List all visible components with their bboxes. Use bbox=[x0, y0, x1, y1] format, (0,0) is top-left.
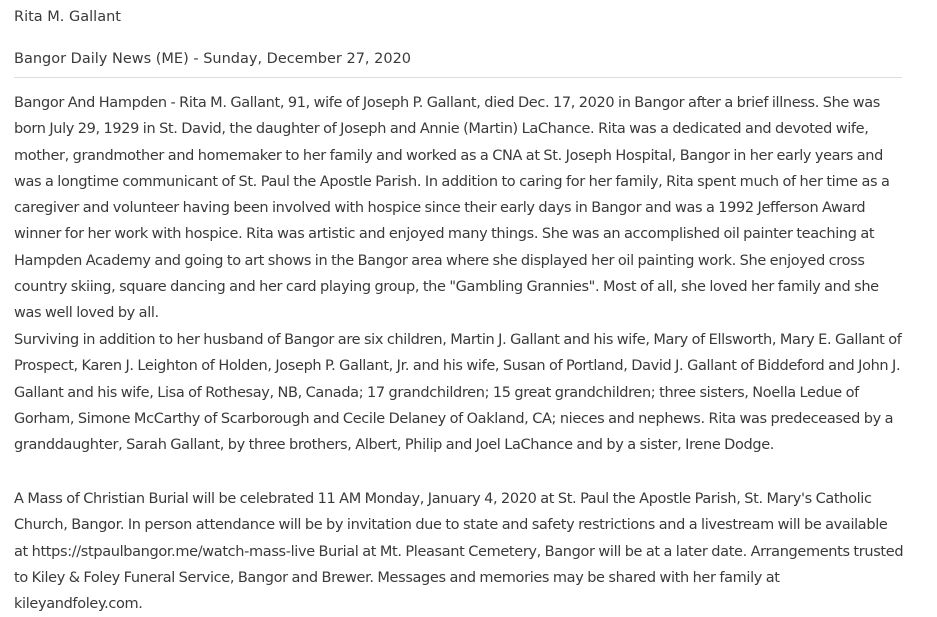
obituary-paragraph-2: Surviving in addition to her husband of Bangor are six children, Martin J. Gallant and his wife, Mary of Ellsworth, Mary E. Gallant of Prospect, Karen J. Leighton of Holden, Joseph P. Gallant, Jr. and his wife, Susan of Portland, David J. Gallant of Biddeford and John J. Gallant and his wife, Lisa of Rothesay, NB, Canada; 17 grandchildren; 15 great grandchildren; three sisters, Noella Ledue of Gorham, Simone McCarthy of Scarborough and Cecile Delaney of Oakland, CA; nieces and nephews. Rita was predeceased by a granddaughter, Sarah Gallant, by three brothers, Albert, Philip and Joel LaChance and by a sister, Irene Dodge. bbox=[14, 332, 902, 454]
divider bbox=[14, 77, 902, 78]
publication-source: Bangor Daily News (ME) - Sunday, December 27, 2020 bbox=[14, 51, 412, 67]
obituary-paragraph-1: Bangor And Hampden - Rita M. Gallant, 91, wife of Joseph P. Gallant, died Dec. 17, 2020 in Bangor after a brief illness. She was born July 29, 1929 in St. David, the daughter of Joseph and Annie (Martin) LaChance. Rita was a dedicated and devoted wife, mother, grandmother and homemaker to her family and worked as a CNA at St. Joseph Hospital, Bangor in her early years and was a longtime communicant of St. Paul the Apostle Parish. In addition to caring for her family, Rita spent much of her time as a caregiver and volunteer having been involved with hospice since their early days in Bangor and was a 1992 Jefferson Award winner for her work with hospice. Rita was artistic and enjoyed many things. She was an accomplished oil painter teaching at Hampden Academy and going to art shows in the Bangor area where she displayed her oil painting work. She enjoyed cross country skiing, square dancing and her card playing group, the "Gambling Grannies". Most of all, she loved her family and she was well loved by all. bbox=[14, 95, 890, 322]
obituary-paragraph-3: A Mass of Christian Burial will be celebrated 11 AM Monday, January 4, 2020 at St. Paul the Apostle Parish, St. Mary's Catholic Church, Bangor. In person attendance will be by invitation due to state and safety restrictions and a livestream will be available at https://stpaulbangor.me/watch-mass-live Burial at Mt. Pleasant Cemetery, Bangor will be at a later date. Arrangements trusted to Kiley & Foley Funeral Service, Bangor and Brewer. Messages and memories may be shared with her family at kileyandfoley.com. bbox=[14, 491, 904, 613]
obituary-name: Rita M. Gallant bbox=[14, 9, 121, 25]
